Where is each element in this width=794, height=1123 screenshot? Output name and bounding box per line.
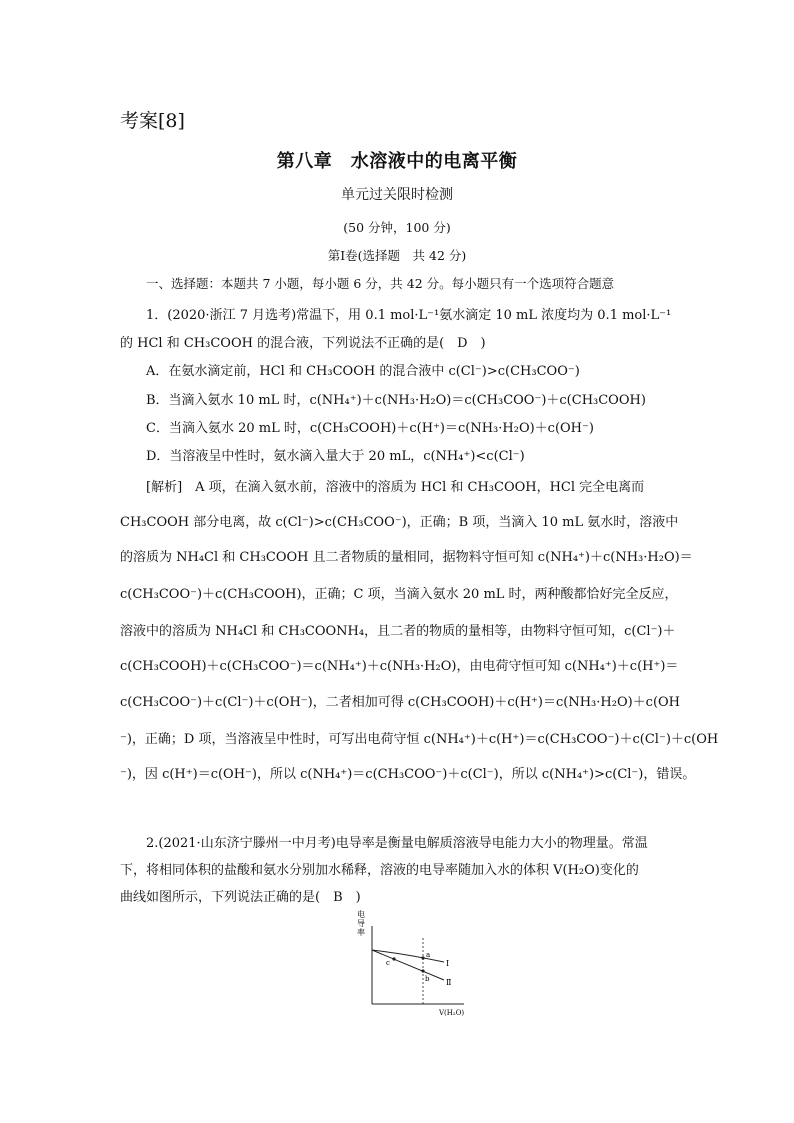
analysis-line: c(CH₃COOH)＋c(CH₃COO⁻)＝c(NH₄⁺)＋c(NH₃·H₂O)，由电荷守恒可知 c(NH₄⁺)＋c(H⁺)＝ [120,659,679,674]
analysis-line: c(CH₃COO⁻)＋c(CH₃COOH)，正确；C 项，当滴入氨水 20 mL 时，两种酸都恰好完全反应， [120,587,678,602]
label-a: a [426,951,431,959]
analysis-line: ⁻)，因 c(H⁺)＝c(OH⁻)，所以 c(NH₄⁺)＝c(CH₃COO⁻)＋c(Cl⁻)，所以 c(NH₄⁺)>c(Cl⁻)，错误。 [120,767,696,782]
unit-title: 单元过关限时检测 [341,187,453,203]
analysis-line: 溶液中的溶质为 NH₄Cl 和 CH₃COONH₄，且二者的物质的量相等，由物料守恒可知，c(Cl⁻)＋ [120,624,676,639]
q2-stem-line3: 曲线如图所示，下列说法正确的是( B ) [120,890,361,905]
curve-1 [372,950,444,962]
y-label-char: 电 [357,910,365,919]
q2-stem-line2: 下，将相同体积的盐酸和氨水分别加水稀释，溶液的电导率随加入水的体积 V(H₂O)变化的 [120,863,639,878]
conductivity-graph [346,908,476,1020]
curve-2 [372,950,444,980]
label-curve-2: Ⅱ [446,978,452,987]
y-label-char: 导 [357,919,365,928]
label-curve-1: Ⅰ [446,959,450,968]
q1-option-a: A．在氨水滴定前，HCl 和 CH₃COOH 的混合液中 c(Cl⁻)>c(CH₃COO⁻) [146,364,580,379]
section-instruction: 一、选择题：本题共 7 小题，每小题 6 分，共 42 分。每小题只有一个选项符合题意 [146,276,615,291]
point-a [421,956,424,959]
q1-option-b: B．当滴入氨水 10 mL 时，c(NH₄⁺)＋c(NH₃·H₂O)＝c(CH₃COO⁻)＋c(CH₃COOH) [146,393,646,408]
q2-stem-line1: 2.(2021·山东济宁滕州一中月考)电导率是衡量电解质溶液导电能力大小的物理量。常温 [146,836,648,851]
analysis-line: CH₃COOH 部分电离，故 c(Cl⁻)>c(CH₃COO⁻)，正确；B 项，当滴入 10 mL 氨水时，溶液中 [120,515,679,530]
x-label: V(H₂O) [439,1009,465,1017]
chapter-title: 第八章 水溶液中的电离平衡 [276,151,518,172]
y-label-char: 率 [357,928,365,937]
point-b [421,969,424,972]
analysis-line: c(CH₃COO⁻)＋c(Cl⁻)＋c(OH⁻)，二者相加可得 c(CH₃COOH)＋c(H⁺)＝c(NH₃·H₂O)＋c(OH [120,695,681,710]
volume-heading: 第Ⅰ卷(选择题 共 42 分) [327,248,467,263]
point-c [392,957,395,960]
q1-stem-line1: 1．(2020·浙江 7 月选考)常温下，用 0.1 mol·L⁻¹氨水滴定 10 mL 浓度均为 0.1 mol·L⁻¹ [146,308,672,323]
analysis-line: ⁻)，正确；D 项，当溶液呈中性时，可写出电荷守恒 c(NH₄⁺)＋c(H⁺)＝c(CH₃COO⁻)＋c(Cl⁻)＋c(OH [120,732,719,747]
q1-option-c: C．当滴入氨水 20 mL 时，c(CH₃COOH)＋c(H⁺)＝c(NH₃·H₂O)＋c(OH⁻) [146,421,594,436]
exam-id: 考案[8] [120,110,185,132]
q1-stem-line2: 的 HCl 和 CH₃COOH 的混合液，下列说法不正确的是( D ) [120,336,486,351]
analysis-line: 的溶质为 NH₄Cl 和 CH₃COOH 且二者物质的量相同，据物料守恒可知 c(NH₄⁺)＋c(NH₃·H₂O)＝ [120,550,693,565]
label-c: c [386,959,390,967]
analysis-line: [解析] A 项，在滴入氨水前，溶液中的溶质为 HCl 和 CH₃COOH，HCl 完全电离而 [146,480,645,495]
q1-option-d: D．当溶液呈中性时，氨水滴入量大于 20 mL，c(NH₄⁺)<c(Cl⁻) [146,449,525,464]
time-score: (50 分钟，100 分) [343,220,451,235]
label-b: b [425,975,430,983]
